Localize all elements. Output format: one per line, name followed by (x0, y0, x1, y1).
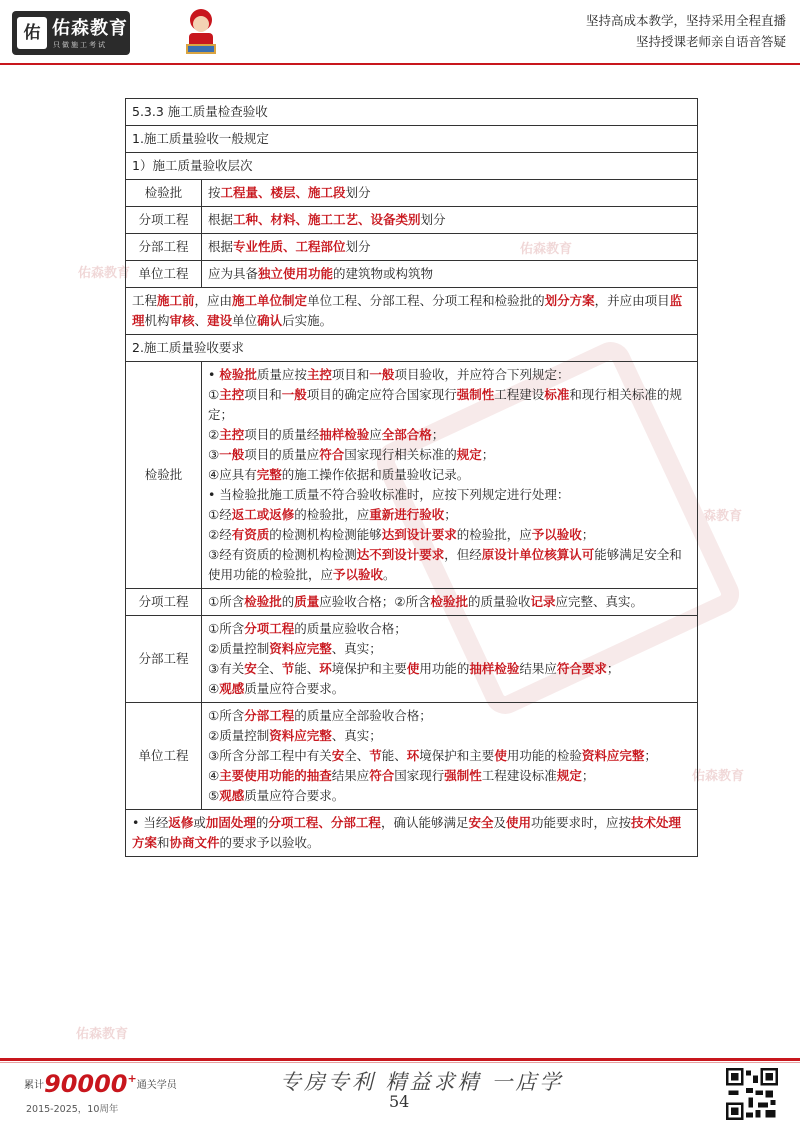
highlight-text: 检验批 (244, 594, 282, 609)
logo-subtitle: 只做施工考试 (53, 41, 107, 49)
qr-code-icon (726, 1068, 778, 1120)
header-divider (0, 63, 800, 65)
highlight-text: 环 (406, 748, 420, 763)
body-text: 国家现行 (394, 768, 445, 783)
requirement-name: 检验批 (126, 362, 202, 589)
requirement-content (202, 362, 698, 589)
highlight-text: 节 (281, 661, 295, 676)
highlight-text: 规定 (556, 768, 582, 783)
body-text: 机构 (144, 313, 170, 328)
requirement-line (208, 726, 691, 746)
requirement-line (208, 706, 691, 726)
body-text: 应验收合格；②所含 (319, 594, 431, 609)
stat-number: 90000 (44, 1070, 128, 1098)
requirement-line (208, 485, 691, 505)
requirement-content (202, 589, 698, 616)
stat-plus: + (127, 1072, 137, 1085)
body-text: ⑤ (208, 788, 220, 803)
body-text: 质量应符合要求。 (244, 788, 345, 803)
body-text: 用功能的检验 (506, 748, 582, 763)
highlight-text: 安全 (468, 815, 494, 830)
body-text: 根据 (208, 239, 234, 254)
highlight-text: 监理 (132, 293, 683, 328)
body-text: • 当检验批施工质量不符合验收标准时，应按下列规定进行处理： (208, 487, 570, 502)
highlight-text: 环 (319, 661, 332, 676)
highlight-text: 观感 (219, 788, 245, 803)
table-row (126, 616, 698, 703)
body-text: 的质量验收 (468, 594, 531, 609)
highlight-text: 审核 (169, 313, 195, 328)
requirement-line (208, 525, 691, 545)
body-text: ② (208, 427, 220, 442)
highlight-text: 返修 (168, 815, 194, 830)
highlight-text: 安 (244, 661, 257, 676)
requirement-line (208, 659, 691, 679)
body-text: ，确认能够满足 (380, 815, 469, 830)
body-text: ③经有资质的检测机构检测 (208, 547, 357, 562)
requirement-name: 分部工程 (126, 616, 202, 703)
body-text: 能够满足安全和使用功能的检验批，应 (208, 547, 682, 582)
body-text: ； (606, 661, 620, 676)
logo-mark: 佑 (17, 17, 47, 49)
highlight-text: 强制性 (456, 387, 495, 402)
highlight-text: 施工单位制定 (232, 293, 308, 308)
body-text: 的质量应验收合格； (294, 621, 407, 636)
body-text: ，并应由项目 (594, 293, 670, 308)
body-text: 境保护和主要 (331, 661, 407, 676)
highlight-text: 检验批 (219, 367, 257, 382)
level-content (202, 207, 698, 234)
body-text: ②经 (208, 527, 232, 542)
page-number: 54 (389, 1092, 410, 1111)
highlight-text: 资料应完整 (269, 728, 332, 743)
highlight-text: 分项工程 (244, 621, 295, 636)
highlight-text: 标准 (544, 387, 570, 402)
body-text: ，但经 (444, 547, 482, 562)
body-text: 、真实； (331, 728, 382, 743)
table-row (126, 589, 698, 616)
table-row (126, 99, 698, 126)
body-text: 。 (383, 567, 396, 582)
body-text: 的 (281, 594, 295, 609)
page-header (0, 0, 800, 62)
table-row (126, 703, 698, 810)
highlight-text: 强制性 (444, 768, 482, 783)
body-text: 工程建设标准 (481, 768, 557, 783)
body-text: 单位工程、分部工程、分项工程和检验批的 (307, 293, 545, 308)
highlight-text: 资料应完整 (269, 641, 332, 656)
highlight-text: 予以验收 (333, 567, 384, 582)
requirement-line (208, 592, 691, 612)
body-text: 和现行相关标准的规定； (208, 387, 682, 422)
body-text: ②质量控制 (208, 728, 270, 743)
slogan-line-2: 坚持授课老师亲自语音答疑 (635, 34, 786, 49)
body-text: 应 (369, 427, 382, 442)
body-text: 的检测机构检测能够 (269, 527, 382, 542)
body-text: 质量应按 (256, 367, 307, 382)
highlight-text: 划分方案 (544, 293, 595, 308)
body-text: ④ (208, 768, 220, 783)
table-row (126, 362, 698, 589)
stat-prefix: 累计 (24, 1080, 44, 1091)
highlight-text: 加固处理 (205, 815, 256, 830)
quality-acceptance-table (125, 98, 698, 857)
logo-name: 佑森教育 (52, 18, 128, 39)
highlight-text: 抽样检验 (469, 661, 520, 676)
highlight-text: 重新进行验收 (369, 507, 445, 522)
anniversary-text: 2015-2025，10周年 (26, 1104, 119, 1115)
body-text: ①所含 (208, 594, 245, 609)
highlight-text: 主控 (219, 427, 245, 442)
body-text: ①所含 (208, 621, 245, 636)
footer-divider (0, 1058, 800, 1061)
highlight-text: 规定 (456, 447, 482, 462)
body-text: 质量应符合要求。 (244, 681, 345, 696)
requirement-name: 单位工程 (126, 703, 202, 810)
highlight-text: 使 (406, 661, 420, 676)
highlight-text: 协商文件 (169, 835, 220, 850)
body-text: 、 (194, 313, 208, 328)
handwritten-motto: 专房专利 精益求精 一店学 (280, 1070, 564, 1094)
table-row (126, 207, 698, 234)
table-row (126, 335, 698, 362)
body-text: ； (481, 447, 495, 462)
highlight-text: 检验批 (430, 594, 468, 609)
body-text: ②质量控制 (208, 641, 270, 656)
highlight-text: 资料应完整 (581, 748, 645, 763)
header-slogan (586, 10, 786, 52)
highlight-text: 有资质 (231, 527, 270, 542)
table-row (126, 810, 698, 857)
body-text: 国家现行相关标准的 (344, 447, 457, 462)
highlight-text: 确认 (257, 313, 283, 328)
highlight-text: 使 (494, 748, 507, 763)
level-content (202, 261, 698, 288)
body-text: • 当经 (132, 815, 169, 830)
body-text: ④应具有 (208, 467, 257, 482)
body-text: 的检验批，应 (294, 507, 370, 522)
requirements-title: 2.施工质量验收要求 (126, 335, 698, 362)
highlight-text: 工种、材料、施工工艺、设备类别 (233, 212, 421, 227)
body-text: 根据 (208, 212, 234, 227)
student-stat (24, 1070, 177, 1098)
highlight-text: 主要使用功能的抽查 (219, 768, 332, 783)
body-text: 划分 (345, 185, 371, 200)
requirement-line (208, 505, 691, 525)
general-rules-title: 1.施工质量验收一般规定 (126, 126, 698, 153)
body-text: ； (581, 527, 595, 542)
highlight-text: 全部合格 (381, 427, 432, 442)
body-text: 能、 (294, 661, 320, 676)
body-text: 项目的确定应符合国家现行 (306, 387, 457, 402)
stat-suffix: 通关学员 (136, 1080, 177, 1091)
highlight-text: 符合 (319, 447, 345, 462)
section-title: 5.3.3 施工质量检查验收 (126, 99, 698, 126)
body-text: 、真实； (331, 641, 382, 656)
table-row (126, 261, 698, 288)
level-name: 检验批 (126, 180, 202, 207)
table-row (126, 180, 698, 207)
requirement-line (208, 639, 691, 659)
table-row (126, 288, 698, 335)
requirement-name: 分项工程 (126, 589, 202, 616)
body-text: 全、 (344, 748, 370, 763)
body-text: 结果应 (331, 768, 370, 783)
footer-divider-thin (0, 1062, 800, 1063)
requirement-line (208, 445, 691, 465)
body-text: 单位 (232, 313, 258, 328)
watermark: 佑森教育 (692, 769, 745, 784)
highlight-text: 施工前 (157, 293, 195, 308)
body-text: 工程 (132, 293, 158, 308)
body-text: 划分 (345, 239, 371, 254)
highlight-text: 使用 (505, 815, 531, 830)
table-row (126, 234, 698, 261)
level-name: 分部工程 (126, 234, 202, 261)
highlight-text: 记录 (530, 594, 556, 609)
body-text: ； (581, 768, 595, 783)
body-text: 项目的质量应 (244, 447, 320, 462)
level-content (202, 180, 698, 207)
body-text: 项目和 (244, 387, 282, 402)
body-text: 项目验收，并应符合下列规定： (394, 367, 570, 382)
highlight-text: 完整 (256, 467, 282, 482)
body-text: ，应由 (194, 293, 233, 308)
highlight-text: 建设 (207, 313, 233, 328)
body-text: 项目的质量经 (244, 427, 320, 442)
watermark: 佑森教育 (76, 1027, 129, 1042)
highlight-text: 独立使用功能 (258, 266, 334, 281)
requirement-line (208, 746, 691, 766)
requirement-line (208, 766, 691, 786)
table-row (126, 153, 698, 180)
highlight-text: 返工或返修 (231, 507, 295, 522)
body-text: ； (644, 748, 657, 763)
watermark: 佑森教育 (690, 509, 743, 524)
body-text: 划分 (420, 212, 446, 227)
brand-logo (12, 11, 130, 55)
body-text: 的施工操作依据和质量验收记录。 (281, 467, 470, 482)
highlight-text: 抽样检验 (319, 427, 370, 442)
highlight-text: 予以验收 (531, 527, 582, 542)
body-text: 用功能的 (419, 661, 470, 676)
highlight-text: 专业性质、工程部位 (233, 239, 346, 254)
requirement-content (202, 703, 698, 810)
highlight-text: 达不到设计要求 (356, 547, 445, 562)
level-name: 分项工程 (126, 207, 202, 234)
highlight-text: 节 (369, 748, 382, 763)
highlight-text: 观感 (219, 681, 245, 696)
body-text: ① (208, 387, 220, 402)
body-text: ①所含 (208, 708, 245, 723)
watermark: 佑森教育 (78, 266, 131, 281)
body-text: ； (431, 427, 445, 442)
highlight-text: 一般 (369, 367, 395, 382)
levels-title: 1）施工质量验收层次 (126, 153, 698, 180)
watermark: 佑森教育 (520, 242, 573, 257)
body-text: ①经 (208, 507, 232, 522)
highlight-text: 符合要求 (556, 661, 607, 676)
highlight-text: 分项工程、分部工程 (268, 815, 381, 830)
body-text: 项目和 (331, 367, 370, 382)
body-text: 和 (157, 835, 170, 850)
table-row (126, 126, 698, 153)
body-text: 及 (493, 815, 506, 830)
body-text: 的要求予以验收。 (219, 835, 320, 850)
body-text: ； (444, 507, 457, 522)
requirement-line (208, 425, 691, 445)
body-text: 的 (255, 815, 269, 830)
body-text: 的建筑物或构筑物 (333, 266, 434, 281)
body-text: 后实施。 (282, 313, 333, 328)
final-note (126, 810, 698, 857)
highlight-text: 安 (331, 748, 345, 763)
body-text: 按 (208, 185, 221, 200)
requirement-line (208, 385, 691, 425)
body-text: ③有关 (208, 661, 245, 676)
requirement-content (202, 616, 698, 703)
level-content (202, 234, 698, 261)
body-text: ④ (208, 681, 220, 696)
mascot-icon (180, 6, 222, 58)
body-text: 应完整、真实。 (555, 594, 644, 609)
slogan-line-1: 坚持高成本教学，坚持采用全程直播 (585, 13, 786, 28)
body-text: 能、 (381, 748, 407, 763)
body-text: 的检验批，应 (456, 527, 532, 542)
body-text: 应为具备 (208, 266, 259, 281)
requirement-line (208, 786, 691, 806)
body-text: 全、 (256, 661, 282, 676)
highlight-text: 工程量、楼层、施工段 (220, 185, 346, 200)
requirement-line (208, 545, 691, 585)
highlight-text: 原设计单位核算认可 (481, 547, 595, 562)
highlight-text: 一般 (219, 447, 245, 462)
highlight-text: 技术处理方案 (132, 815, 682, 850)
highlight-text: 符合 (369, 768, 395, 783)
highlight-text: 主控 (219, 387, 245, 402)
body-text: 境保护和主要 (419, 748, 495, 763)
highlight-text: 一般 (281, 387, 307, 402)
body-text: • (208, 367, 220, 382)
highlight-text: 质量 (294, 594, 320, 609)
requirement-line (208, 365, 691, 385)
requirement-line (208, 465, 691, 485)
body-text: 的质量应全部验收合格； (294, 708, 432, 723)
highlight-text: 达到设计要求 (381, 527, 457, 542)
body-text: ③所含分部工程中有关 (208, 748, 332, 763)
highlight-text: 分部工程 (244, 708, 295, 723)
requirement-line (208, 679, 691, 699)
highlight-text: 主控 (306, 367, 332, 382)
level-name: 单位工程 (126, 261, 202, 288)
body-text: ③ (208, 447, 220, 462)
body-text: 工程建设 (494, 387, 545, 402)
body-text: 功能要求时，应按 (531, 815, 632, 830)
body-text: 或 (193, 815, 206, 830)
plan-note (126, 288, 698, 335)
requirement-line (208, 619, 691, 639)
body-text: 结果应 (519, 661, 557, 676)
